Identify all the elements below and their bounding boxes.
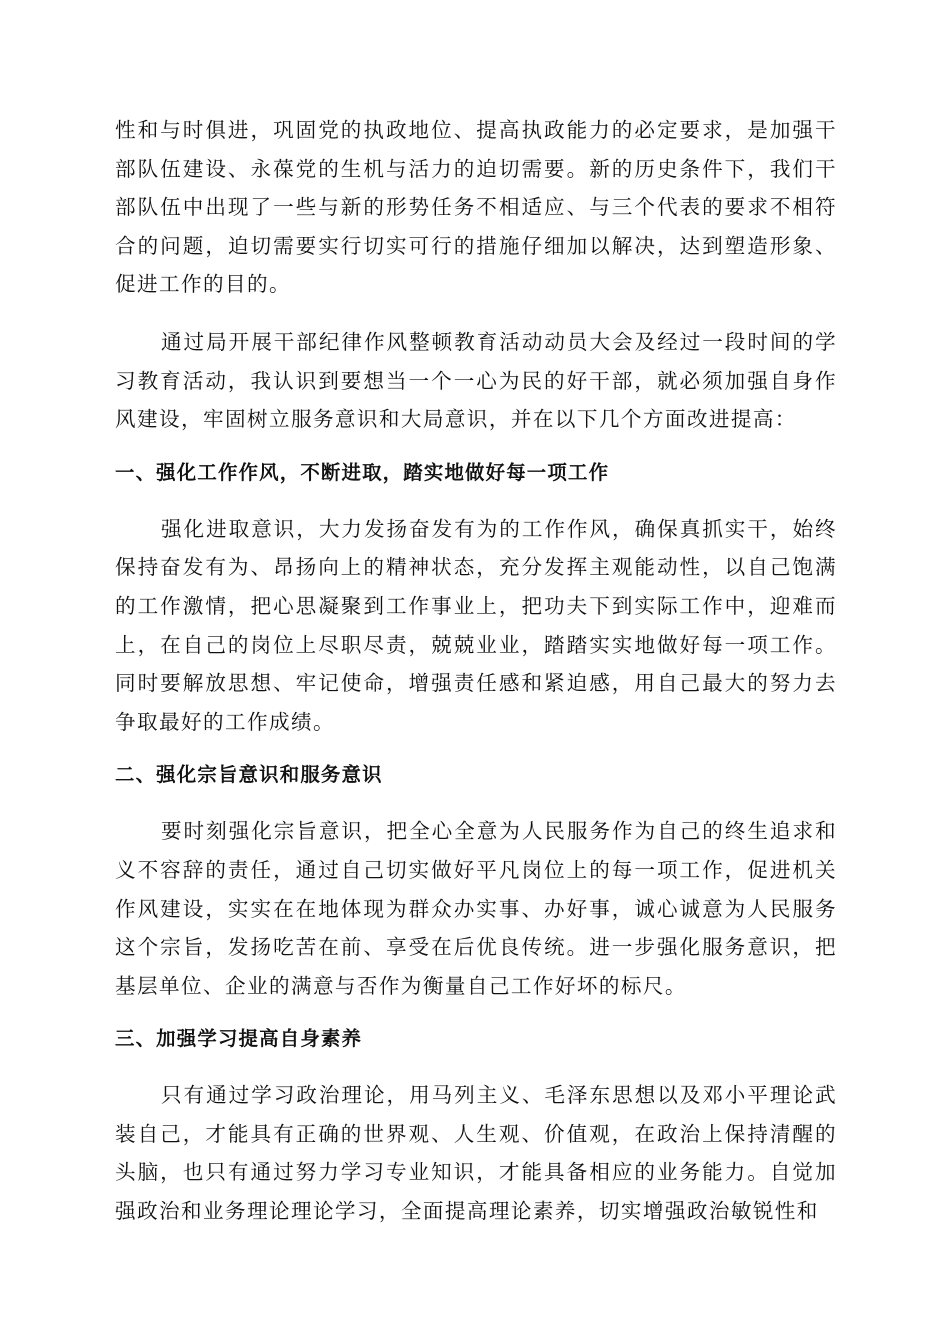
document-body bbox=[115, 111, 837, 1250]
body-paragraph-section-2: 要时刻强化宗旨意识，把全心全意为人民服务作为自己的终生追求和义不容辞的责任，通过自己切实做好平凡岗位上的每一项工作，促进机关作风建设，实实在在地体现为群众办实事、办好事，诚心诚意为人民服务这个宗旨，发扬吃苦在前、享受在后优良传统。进一步强化服务意识，把基层单位、企业的满意与否作为衡量自己工作好坏的标尺。 bbox=[115, 819, 837, 998]
body-paragraph-intro: 通过局开展干部纪律作风整顿教育活动动员大会及经过一段时间的学习教育活动，我认识到要想当一个一心为民的好干部，就必须加强自身作风建设，牢固树立服务意识和大局意识，并在以下几个方面改进提高： bbox=[115, 329, 837, 432]
section-heading-1: 一、强化工作作风，不断进取，踏实地做好每一项工作 bbox=[115, 460, 610, 484]
body-paragraph-section-3: 只有通过学习政治理论，用马列主义、毛泽东思想以及邓小平理论武装自己，才能具有正确的世界观、人生观、价值观，在政治上保持清醒的头脑，也只有通过努力学习专业知识，才能具备相应的业务能力。自觉加强政治和业务理论理论学习，全面提高理论素养，切实增强政治敏锐性和 bbox=[115, 1083, 837, 1224]
body-paragraph-continuation: 性和与时俱进，巩固党的执政地位、提高执政能力的必定要求，是加强干部队伍建设、永葆党的生机与活力的迫切需要。新的历史条件下，我们干部队伍中出现了一些与新的形势任务不相适应、与三个代表的要求不相符合的问题，迫切需要实行切实可行的措施仔细加以解决，达到塑造形象、促进工作的目的。 bbox=[115, 118, 837, 297]
body-paragraph-section-1: 强化进取意识，大力发扬奋发有为的工作作风，确保真抓实干，始终保持奋发有为、昂扬向上的精神状态，充分发挥主观能动性，以自己饱满的工作激情，把心思凝聚到工作事业上，把功夫下到实际工作中，迎难而上，在自己的岗位上尽职尽责，兢兢业业，踏踏实实地做好每一项工作。同时要解放思想、牢记使命，增强责任感和紧迫感，用自己最大的努力去争取最好的工作成绩。 bbox=[115, 516, 837, 734]
section-heading-3: 三、加强学习提高自身素养 bbox=[115, 1027, 363, 1051]
section-heading-2: 二、强化宗旨意识和服务意识 bbox=[115, 763, 383, 787]
